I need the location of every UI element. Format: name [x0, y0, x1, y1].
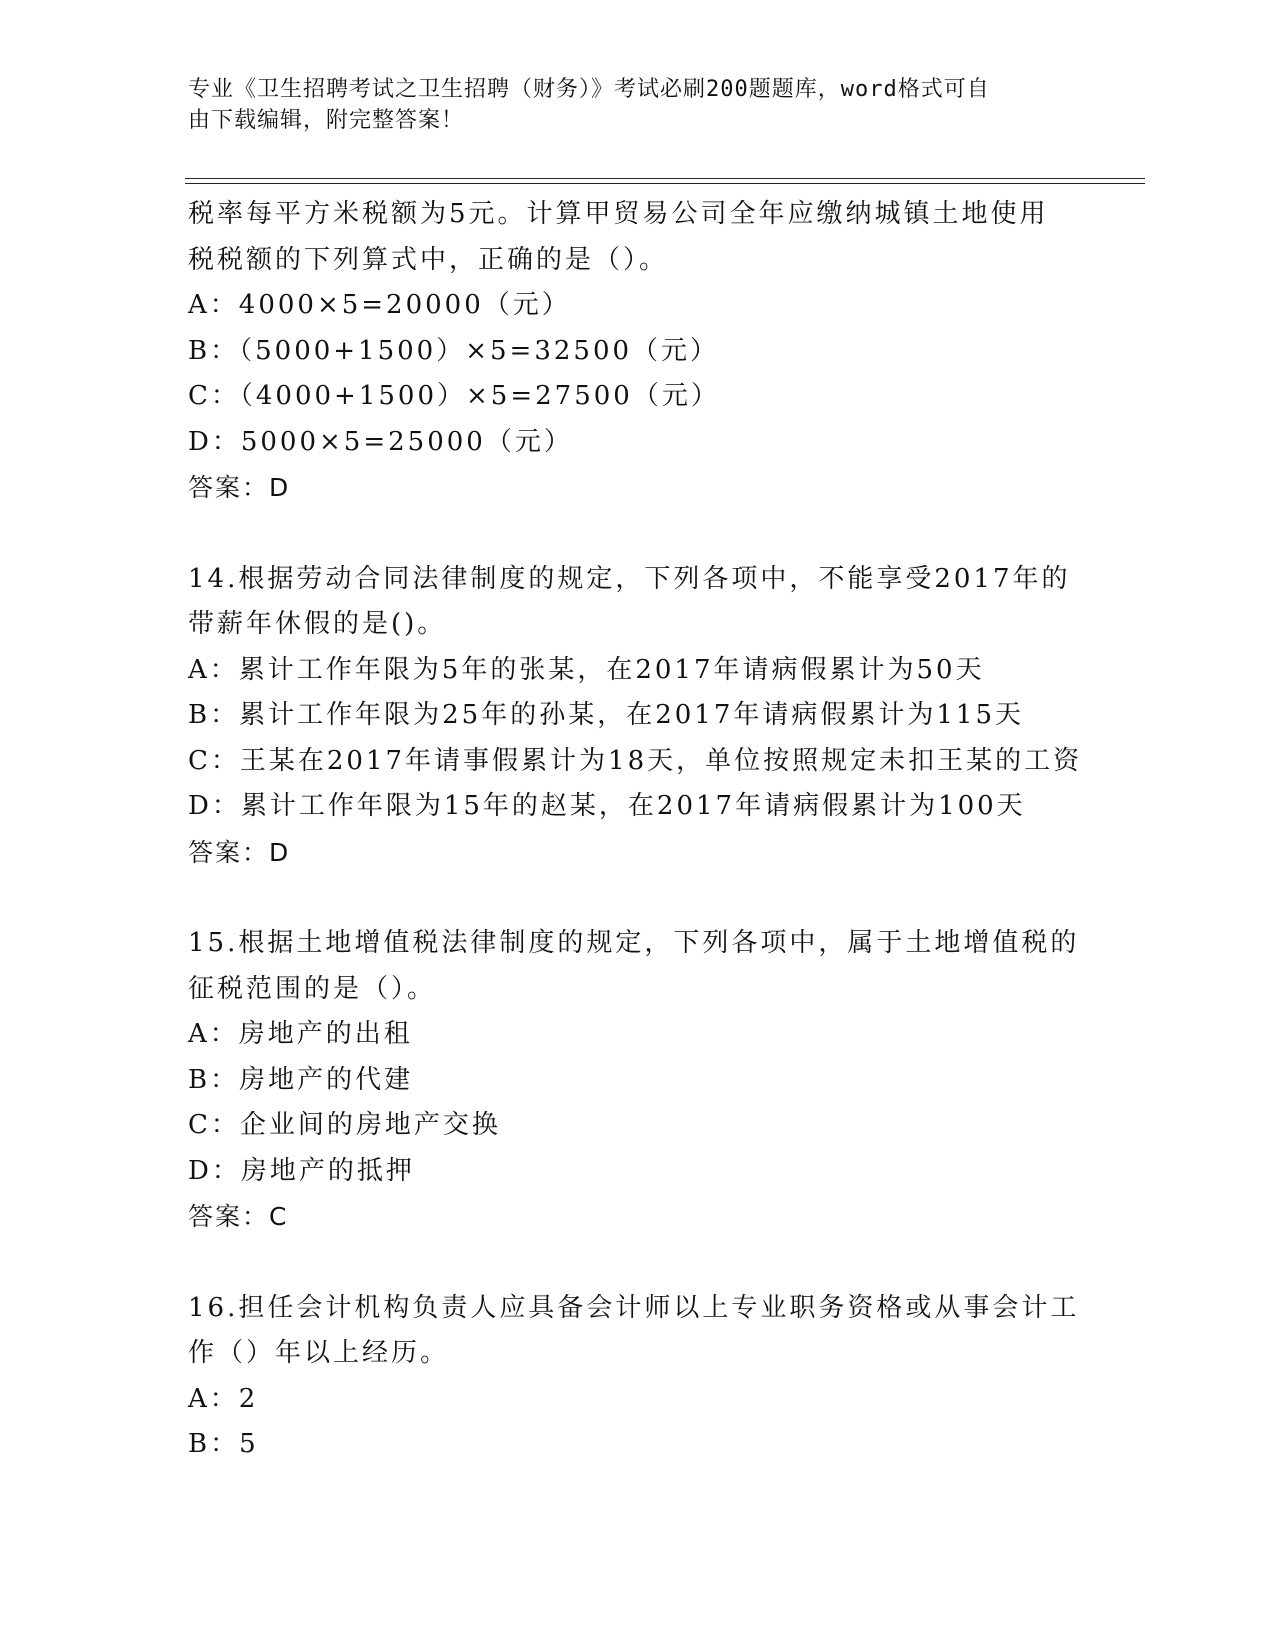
- option-b: B：累计工作年限为25年的孙某，在2017年请病假累计为115天: [188, 700, 1024, 730]
- header-line-2: 由下载编辑，附完整答案！: [188, 108, 465, 133]
- question-stem-line: 16.担任会计机构负责人应具备会计师以上专业职务资格或从事会计工: [188, 1292, 1080, 1323]
- option-c: C：企业间的房地产交换: [188, 1110, 501, 1140]
- question-stem-line: 作（）年以上经历。: [188, 1338, 450, 1368]
- answer-line: 答案：C: [188, 1202, 289, 1231]
- question-stem-line: 15.根据土地增值税法律制度的规定，下列各项中，属于土地增值税的: [188, 928, 1080, 958]
- question-14: [188, 557, 1088, 876]
- question-13: [188, 192, 1088, 511]
- question-stem-line: 带薪年休假的是()。: [188, 609, 447, 639]
- question-stem-line: 税率每平方米税额为5元。计算甲贸易公司全年应缴纳城镇土地使用: [188, 199, 1049, 229]
- question-spacer: [188, 511, 1088, 557]
- option-b: B：5: [188, 1429, 259, 1459]
- header-line-1: 专业《卫生招聘考试之卫生招聘（财务）》考试必刷200题题库，word格式可自: [188, 77, 990, 102]
- option-c: C：（4000+1500）×5=27500（元）: [188, 381, 720, 411]
- question-15: [188, 921, 1088, 1240]
- question-spacer: [188, 1240, 1088, 1286]
- question-16: [188, 1286, 1088, 1468]
- option-a: A：2: [188, 1383, 259, 1414]
- header-divider-top: [185, 178, 1145, 179]
- answer-line: 答案：D: [188, 473, 291, 502]
- option-b: B：房地产的代建: [188, 1064, 414, 1095]
- question-list: [188, 192, 1088, 1468]
- question-stem-line: 税税额的下列算式中，正确的是（）。: [188, 244, 669, 275]
- option-a: A：累计工作年限为5年的张某，在2017年请病假累计为50天: [188, 654, 985, 685]
- option-a: A：4000×5=20000（元）: [188, 290, 571, 320]
- option-d: D：房地产的抵押: [188, 1155, 415, 1186]
- option-d: D：5000×5=25000（元）: [188, 426, 573, 457]
- option-b: B：（5000+1500）×5=32500（元）: [188, 335, 720, 366]
- document-header: [188, 74, 1088, 136]
- option-a: A：房地产的出租: [188, 1019, 413, 1049]
- question-stem-line: 征税范围的是（）。: [188, 973, 437, 1004]
- option-d: D：累计工作年限为15年的赵某，在2017年请病假累计为100天: [188, 791, 1026, 821]
- answer-line: 答案：D: [188, 837, 291, 867]
- question-stem-line: 14.根据劳动合同法律制度的规定，下列各项中，不能享受2017年的: [188, 563, 1071, 594]
- option-c: C：王某在2017年请事假累计为18天，单位按照规定未扣王某的工资: [188, 745, 1083, 776]
- header-divider-bottom: [185, 183, 1145, 184]
- question-spacer: [188, 875, 1088, 921]
